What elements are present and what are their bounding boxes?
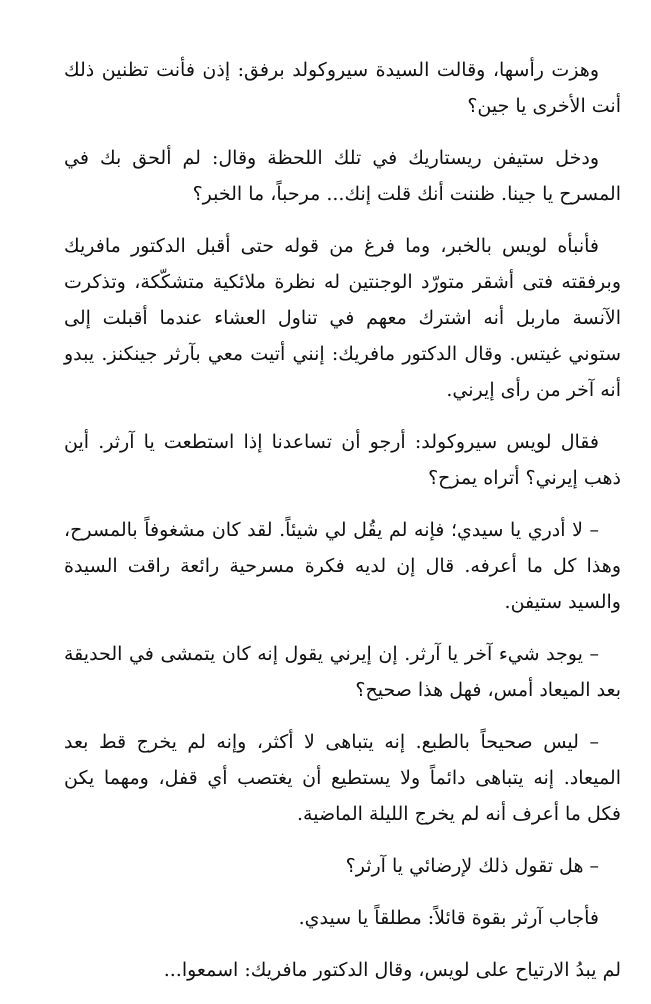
paragraph-7-text: – ليس صحيحاً بالطبع. إنه يتباهى لا أكثر، وإنه لم يخرج قط بعد الميعاد. إنه يتباهى دائماً ولا يستطيع أن يغتصب أي قفل، ومهما يكن فكل ما أعرف أنه لم يخرج الليلة الماضية. [64, 731, 621, 825]
paragraph-6 [64, 636, 621, 708]
paragraph-8-text: – هل تقول ذلك لإرضائي يا آرثر؟ [345, 855, 599, 877]
paragraph-2 [64, 140, 621, 212]
paragraph-6-text: – يوجد شيء آخر يا آرثر. إن إيرني يقول إنه كان يتمشى في الحديقة بعد الميعاد أمس، فهل هذا صحيح؟ [64, 643, 621, 701]
paragraph-4 [64, 424, 621, 496]
paragraph-10 [64, 952, 621, 988]
paragraph-4-text: فقال لويس سيروكولد: أرجو أن تساعدنا إذا استطعت يا آرثر. أين ذهب إيرني؟ أتراه يمزح؟ [64, 431, 621, 489]
paragraph-10-text: لم يبدُ الارتياح على لويس، وقال الدكتور مافريك: اسمعوا... [163, 959, 621, 981]
paragraph-7 [64, 724, 621, 832]
paragraph-2-text: ودخل ستيفن ريستاريك في تلك اللحظة وقال: لم ألحق بك في المسرح يا جينا. ظننت أنك قلت إنك... مرحباً، ما الخبر؟ [64, 147, 621, 205]
paragraph-9 [64, 900, 621, 936]
paragraph-8 [64, 848, 621, 884]
paragraph-1-text: وهزت رأسها، وقالت السيدة سيروكولد برفق: إذن فأنت تظنين ذلك أنت الأخرى يا جين؟ [64, 59, 621, 117]
book-page [64, 52, 621, 1004]
paragraph-5-text: – لا أدري يا سيدي؛ فإنه لم يقُل لي شيئاً. لقد كان مشغوفاً بالمسرح، وهذا كل ما أعرفه. قال إن لديه فكرة مسرحية رائعة راقت السيدة والسيد ستيفن. [64, 519, 621, 613]
paragraph-3 [64, 228, 621, 408]
paragraph-5 [64, 512, 621, 620]
paragraph-1 [64, 52, 621, 124]
paragraph-9-text: فأجاب آرثر بقوة قائلاً: مطلقاً يا سيدي. [298, 907, 599, 929]
paragraph-3-text: فأنبأه لويس بالخبر، وما فرغ من قوله حتى أقبل الدكتور مافريك وبرفقته فتى أشقر متورّد الوجنتين له نظرة ملائكية متشكّكة، وتذكرت الآنسة ماربل أنه اشترك معهم في تناول العشاء عندما أقبلت إلى ستوني غيتس. وقال الدكتور مافريك: إنني أتيت معي بآرثر جينكنز. يبدو أنه آخر من رأى إيرني. [64, 235, 621, 401]
